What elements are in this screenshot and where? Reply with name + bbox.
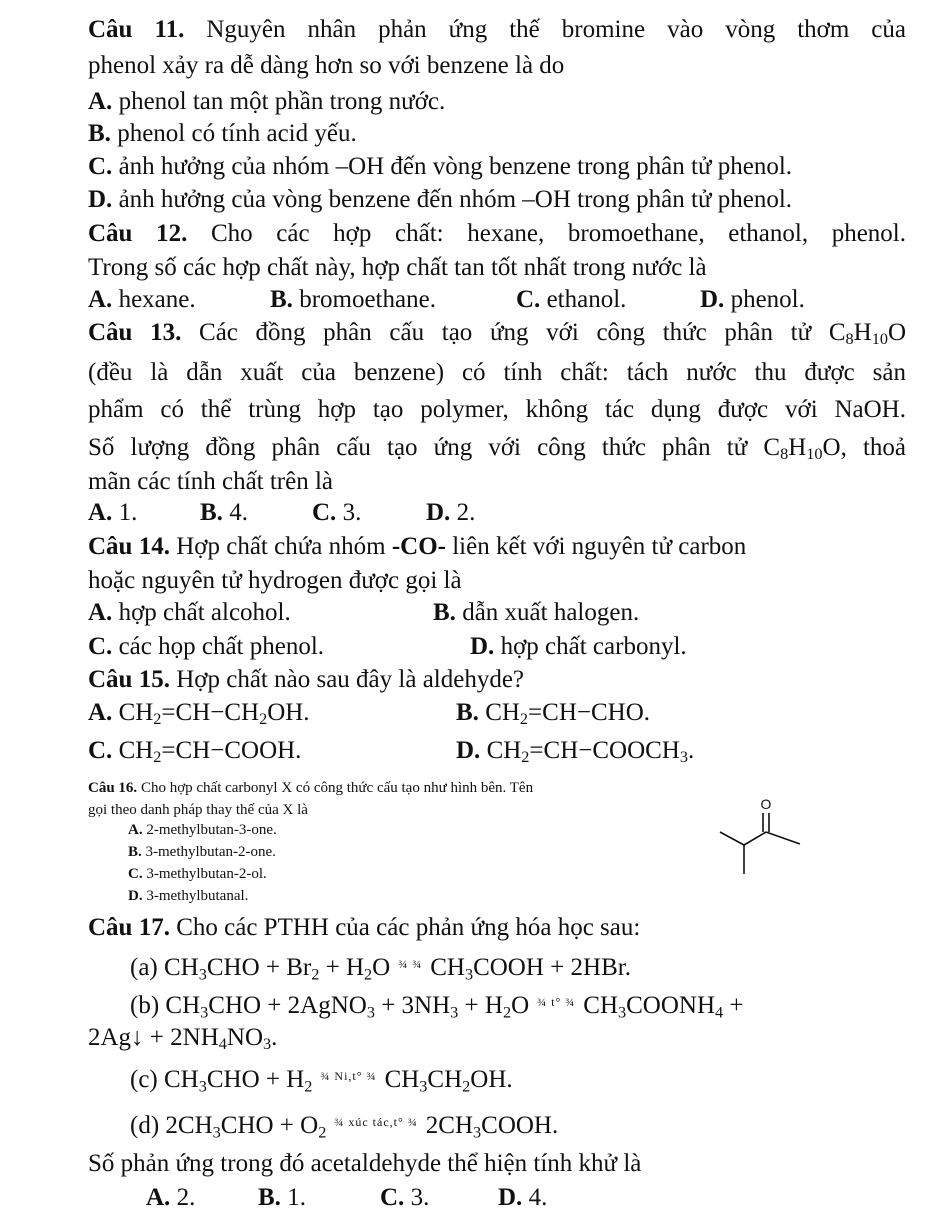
q11-number: Câu 11.	[88, 16, 185, 43]
reaction-a: (a) $CH_3CHO + Br_2 + H_2O$ $^{\frac{3}{4} \frac{3}{4}}$ $CH_3COOH + 2HBr$.	[130, 954, 631, 984]
q17-stem: Câu 17. Cho các PTHH của các phản ứng hóa học sau:	[88, 914, 641, 941]
q16-number: Câu 16.	[88, 780, 138, 796]
q11-stem-line2: phenol xảy ra dễ dàng hơn so với benzene là do	[88, 52, 565, 79]
q12-stem-line2: Trong số các hợp chất này, hợp chất tan tốt nhất trong nước là	[88, 254, 707, 281]
q11-option-d: D. ảnh hưởng của vòng benzene đến nhóm –OH trong phân tử phenol.	[88, 186, 793, 213]
q11-option-b: B. phenol có tính acid yếu.	[88, 120, 357, 147]
q14-option-c: C. các họp chất phenol.	[88, 633, 325, 660]
reaction-d: (d) $2CH_3CHO + O_2^{\frac{3}{4} xúc tác,t^\circ \frac{3}{4}}$ $2CH_3COOH$.	[130, 1112, 559, 1142]
reaction-b-line2: 2Ag↓ + $2NH_4NO_3$.	[88, 1024, 278, 1054]
q14-stem-line1: Câu 14. Hợp chất chứa nhóm -CO- liên kết với nguyên tử carbon	[88, 533, 747, 560]
q13-formula-2: $C_8H_{10}O$, thoả	[763, 434, 907, 464]
q13-stem-line3: phẩm có thể trùng hợp tạo polymer, không tác dụng được với NaOH.	[88, 396, 906, 423]
q14-option-d: D. hợp chất carbonyl.	[470, 633, 687, 660]
q14-option-a: A. hợp chất alcohol.	[88, 599, 291, 626]
q12-number: Câu 12.	[88, 220, 188, 247]
q14-group: -CO-	[391, 533, 446, 560]
q15-stem: Câu 15. Hợp chất nào sau đây là aldehyde?	[88, 666, 525, 693]
q15-number: Câu 15.	[88, 666, 170, 693]
q12-stem-line1: Câu 12. Cho các hợp chất: hexane, bromoethane, ethanol, phenol.	[88, 220, 907, 247]
bond-carbonyl-methyl	[766, 832, 800, 844]
q15-option-a: A. $CH_2=CH-CH_2OH$.	[88, 699, 310, 729]
q17-option-c: C. 3.	[380, 1184, 430, 1211]
q16-option-c: C. 3-methylbutan-2-ol.	[128, 866, 267, 882]
q12-option-d: D. phenol.	[700, 286, 805, 313]
q11-option-a: A. phenol tan một phần trong nước.	[88, 88, 446, 115]
q14-stem-line2: hoặc nguyên tử hydrogen được gọi là	[88, 567, 462, 594]
q17-question: Số phản ứng trong đó acetaldehyde thể hiện tính khử là	[88, 1150, 642, 1177]
reaction-c: (c) $CH_3CHO + H_2^{\frac{3}{4} Ni,t^\circ \frac{3}{4}}$ $CH_3CH_2OH$.	[130, 1066, 513, 1096]
bond-carbonyl-ch	[744, 832, 766, 845]
q17-option-a: A. 2.	[146, 1184, 196, 1211]
reaction-b-arrow: ¾ t° ¾	[537, 995, 576, 1009]
reaction-c-arrow: ¾ Ni,t° ¾	[320, 1069, 377, 1083]
q11-option-c: C. ảnh hưởng của nhóm –OH đến vòng benzene trong phân tử phenol.	[88, 153, 793, 180]
q13-stem-line5: mãn các tính chất trên là	[88, 468, 334, 495]
q16-stem-line2: gọi theo danh pháp thay thế của X là	[88, 802, 308, 818]
q14-number: Câu 14.	[88, 533, 170, 560]
q13-option-c: C. 3.	[312, 499, 362, 526]
reaction-b-line1: (b) $CH_3CHO$ + 2AgNO$_3$ + $3NH_3 + H_2O$ $^{\frac{3}{4} t^\circ \frac{3}{4}}$ $CH_3COONH_4$ +	[130, 992, 744, 1022]
molecule-structure-x	[700, 780, 820, 880]
q13-option-a: A. 1.	[88, 499, 138, 526]
q17-option-b: B. 1.	[258, 1184, 306, 1211]
q13-option-b: B. 4.	[200, 499, 248, 526]
q13-stem-line2: (đều là dẫn xuất của benzene) có tính chất: tách nước thu được sản	[88, 359, 906, 386]
q12-option-c: C. ethanol.	[516, 286, 627, 313]
q13-formula: $C_8H_{10}O$	[828, 319, 907, 349]
q13-option-d: D. 2.	[426, 499, 476, 526]
q16-option-d: D. 3-methylbutanal.	[128, 888, 249, 904]
q16-option-b: B. 3-methylbutan-2-one.	[128, 844, 276, 860]
q15-option-c: C. $CH_2=CH-COOH$.	[88, 737, 302, 767]
q13-stem-line1: Câu 13. Các đồng phân cấu tạo ứng với công thức phân tử $C_8H_{10}O$	[88, 319, 907, 349]
q14-option-b: B. dẫn xuất halogen.	[433, 599, 640, 626]
q11-stem-line1: Câu 11. Nguyên nhân phản ứng thế bromine vào vòng thơm của	[88, 16, 906, 43]
q12-option-a: A. hexane.	[88, 286, 196, 313]
q16-option-a: A. 2-methylbutan-3-one.	[128, 822, 277, 838]
bond-ch-methyl-left	[720, 832, 744, 845]
reaction-a-arrow: ¾ ¾	[398, 957, 423, 971]
carbonyl-oxygen-label: O	[760, 796, 772, 812]
q17-number: Câu 17.	[88, 914, 170, 941]
q15-option-b: B. $CH_2=CH-CHO$.	[456, 699, 651, 729]
q16-stem-line1: Câu 16. Cho hợp chất carbonyl X có công thức cấu tạo như hình bên. Tên	[88, 780, 534, 796]
q13-number: Câu 13.	[88, 319, 182, 346]
q17-option-d: D. 4.	[498, 1184, 548, 1211]
q13-stem-line4: Số lượng đồng phân cấu tạo ứng với công thức phân tử $C_8H_{10}O$, thoả	[88, 434, 907, 464]
q15-option-d: D. $CH_2=CH-COOCH_3$.	[456, 737, 695, 767]
reaction-d-arrow: ¾ xúc tác,t° ¾	[334, 1115, 418, 1129]
q12-option-b: B. bromoethane.	[270, 286, 436, 313]
